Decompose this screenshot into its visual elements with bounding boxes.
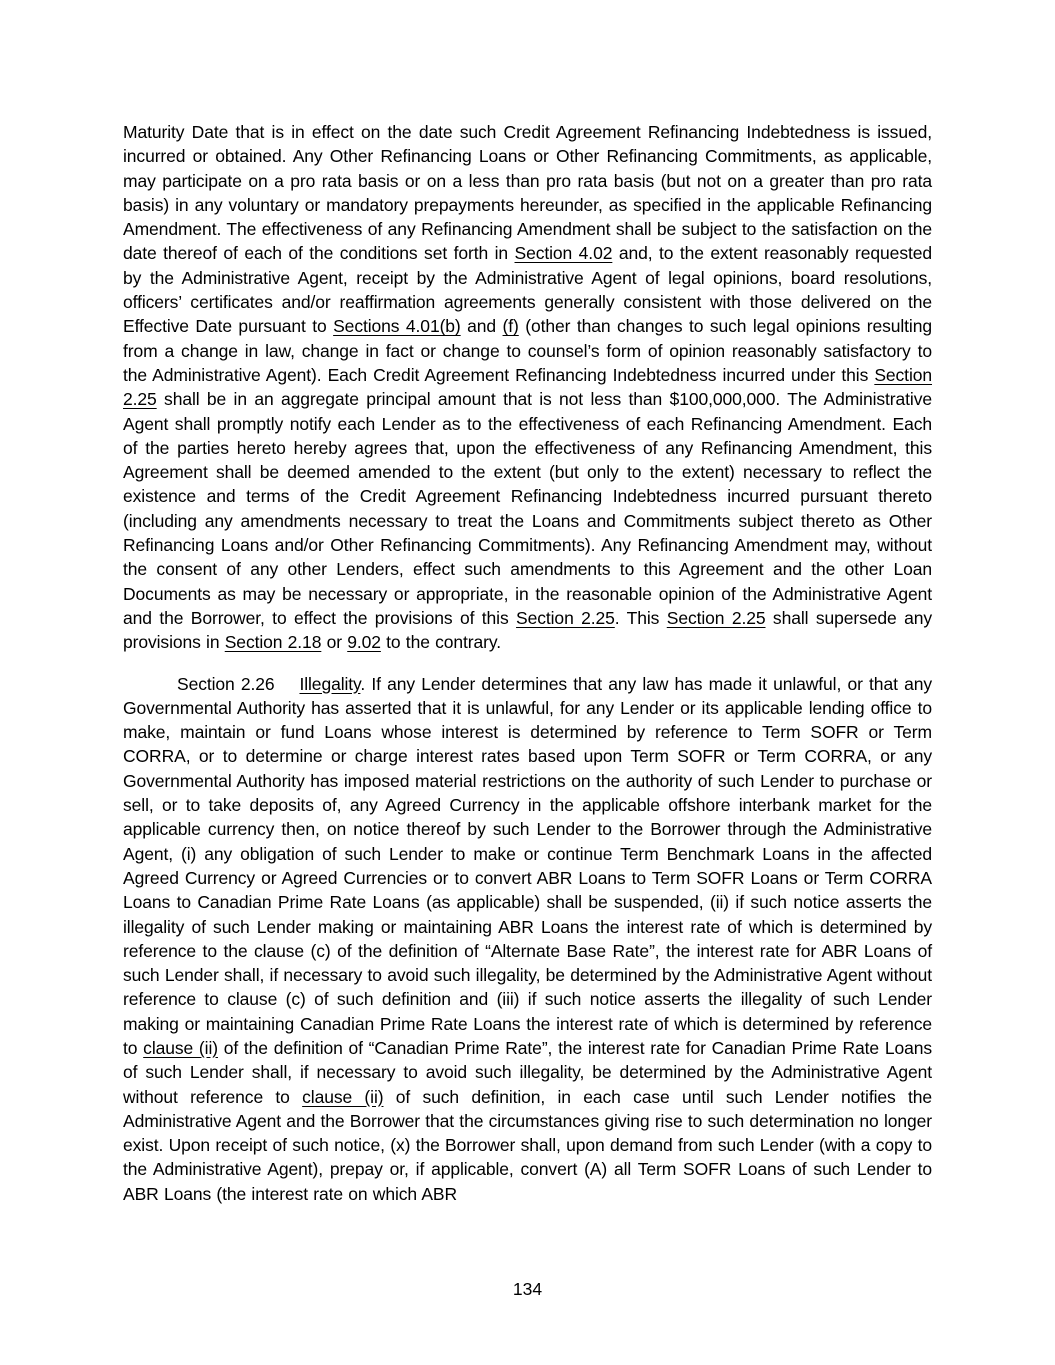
underlined-reference: 9.02 bbox=[347, 632, 381, 653]
text-run: shall supersede any provisions in bbox=[123, 607, 933, 653]
text-run: . If any Lender determines that any law has made it unlawful, or that any Governmental Authority has asserted that it is unlawful, for any Lender or its applicable lending office to make, maintain or fund Loans whose interest is determined by reference to Term SOFR or Term CORRA, or to determine or charge interest rates based upon Term SOFR or Term CORRA, or any Governmental Authority has imposed material restrictions on the authority of such Lender to purchase or sell, or to take deposits of, any Agreed Currency in the applicable offshore interbank market for the applicable currency then, on notice thereof by such Lender to the Borrower through the Administrative Agent, (i) any obligation of such Lender to make or continue Term Benchmark Loans in the affected Agreed Currency or Agreed Currencies or to convert ABR Loans to Term SOFR Loans or Term CORRA Loans to Canadian Prime Rate Loans (as applicable) shall be suspended, (ii) if such notice asserts the illegality of such Lender making or maintaining ABR Loans the interest rate of which is determined by reference to the clause (c) of the definition of “Alternate Base Rate”, the interest rate for ABR Loans of such Lender shall, if necessary to avoid such illegality, be determined by the Administrative Agent without reference to clause (c) of such definition and (iii) if such notice asserts the illegality of such Lender making or maintaining Canadian Prime Rate Loans the interest rate of which is determined by reference to bbox=[123, 673, 932, 1058]
text-run: of such definition, in each case until such Lender notifies the Administrative Agent and the Borrower that the circumstances giving rise to such determination no longer exist. Upon receipt of such notice, (x) the Borrower shall, upon demand from such Lender (with a copy to the Administrative Agent), prepay or, if applicable, convert (A) all Term SOFR Loans of such Lender to ABR Loans (the interest rate on which ABR bbox=[123, 1086, 932, 1204]
underlined-reference: Section 4.02 bbox=[514, 243, 613, 264]
text-run: and bbox=[460, 316, 503, 337]
paragraph-section-2-26-illegality bbox=[123, 672, 932, 1207]
text-run: of the definition of “Canadian Prime Rate”, the interest rate for Canadian Prime Rate Loans of such Lender shall, if necessary to avoid such illegality, be determined by the Administrative Agent without reference to bbox=[123, 1037, 932, 1107]
underlined-reference: Section 2.25 bbox=[123, 364, 932, 410]
text-run: to the contrary. bbox=[380, 632, 501, 653]
text-run: (other than changes to such legal opinions resulting from a change in law, change in fact or change to counsel’s form of opinion reasonably satisfactory to the Administrative Agent). Each Credit Agreement Refinancing Indebtedness incurred under this bbox=[123, 316, 932, 385]
underlined-reference: Section 2.18 bbox=[224, 632, 322, 653]
underlined-reference: Illegality bbox=[299, 673, 361, 694]
underlined-reference: clause (ii) bbox=[302, 1086, 384, 1107]
text-run: . This bbox=[614, 607, 667, 628]
underlined-reference: (f) bbox=[502, 316, 519, 337]
underlined-reference: clause (ii) bbox=[143, 1037, 218, 1058]
text-run: or bbox=[321, 632, 348, 653]
underlined-reference: Section 2.25 bbox=[516, 607, 615, 628]
page-body-text bbox=[123, 120, 932, 1223]
text-run: shall be in an aggregate principal amount that is not less than $100,000,000. The Administrative Agent shall promptly notify each Lender as to the effectiveness of each Refinancing Amendment. Each of the parties hereto hereby agrees that, upon the effectiveness of any Refinancing Amendment, this Agreement shall be deemed amended to the extent (but only to the extent) necessary to reflect the existence and terms of the Credit Agreement Refinancing Indebtedness incurred pursuant thereto (including any amendments necessary to treat the Loans and Commitments subject thereto as Other Refinancing Loans and/or Other Refinancing Commitments). Any Refinancing Amendment may, without the consent of any other Lenders, effect such amendments to this Agreement and the other Loan Documents as may be necessary or appropriate, in the reasonable opinion of the Administrative Agent and the Borrower, to effect the provisions of this bbox=[123, 389, 932, 628]
underlined-reference: Section 2.25 bbox=[666, 607, 766, 628]
paragraph-refinancing-continuation bbox=[123, 120, 932, 655]
text-run: Section 2.26 bbox=[177, 673, 300, 694]
page-number: 134 bbox=[512, 1279, 543, 1299]
page-footer bbox=[0, 1277, 1055, 1301]
underlined-reference: Sections 4.01(b) bbox=[333, 316, 461, 337]
text-run: Maturity Date that is in effect on the date such Credit Agreement Refinancing Indebtedness is issued, incurred or obtained. Any Other Refinancing Loans or Other Refinancing Commitments, as applicable, may participate on a pro rata basis or on a less than pro rata basis (but not on a greater than pro rata basis) in any voluntary or mandatory prepayments hereunder, as specified in the applicable Refinancing Amendment. The effectiveness of any Refinancing Amendment shall be subject to the satisfaction on the date thereof of each of the conditions set forth in bbox=[123, 122, 932, 264]
text-run: and, to the extent reasonably requested by the Administrative Agent, receipt by the Administrative Agent of legal opinions, board resolutions, officers’ certificates and/or reaffirmation agreements generally consistent with those delivered on the Effective Date pursuant to bbox=[123, 243, 932, 337]
